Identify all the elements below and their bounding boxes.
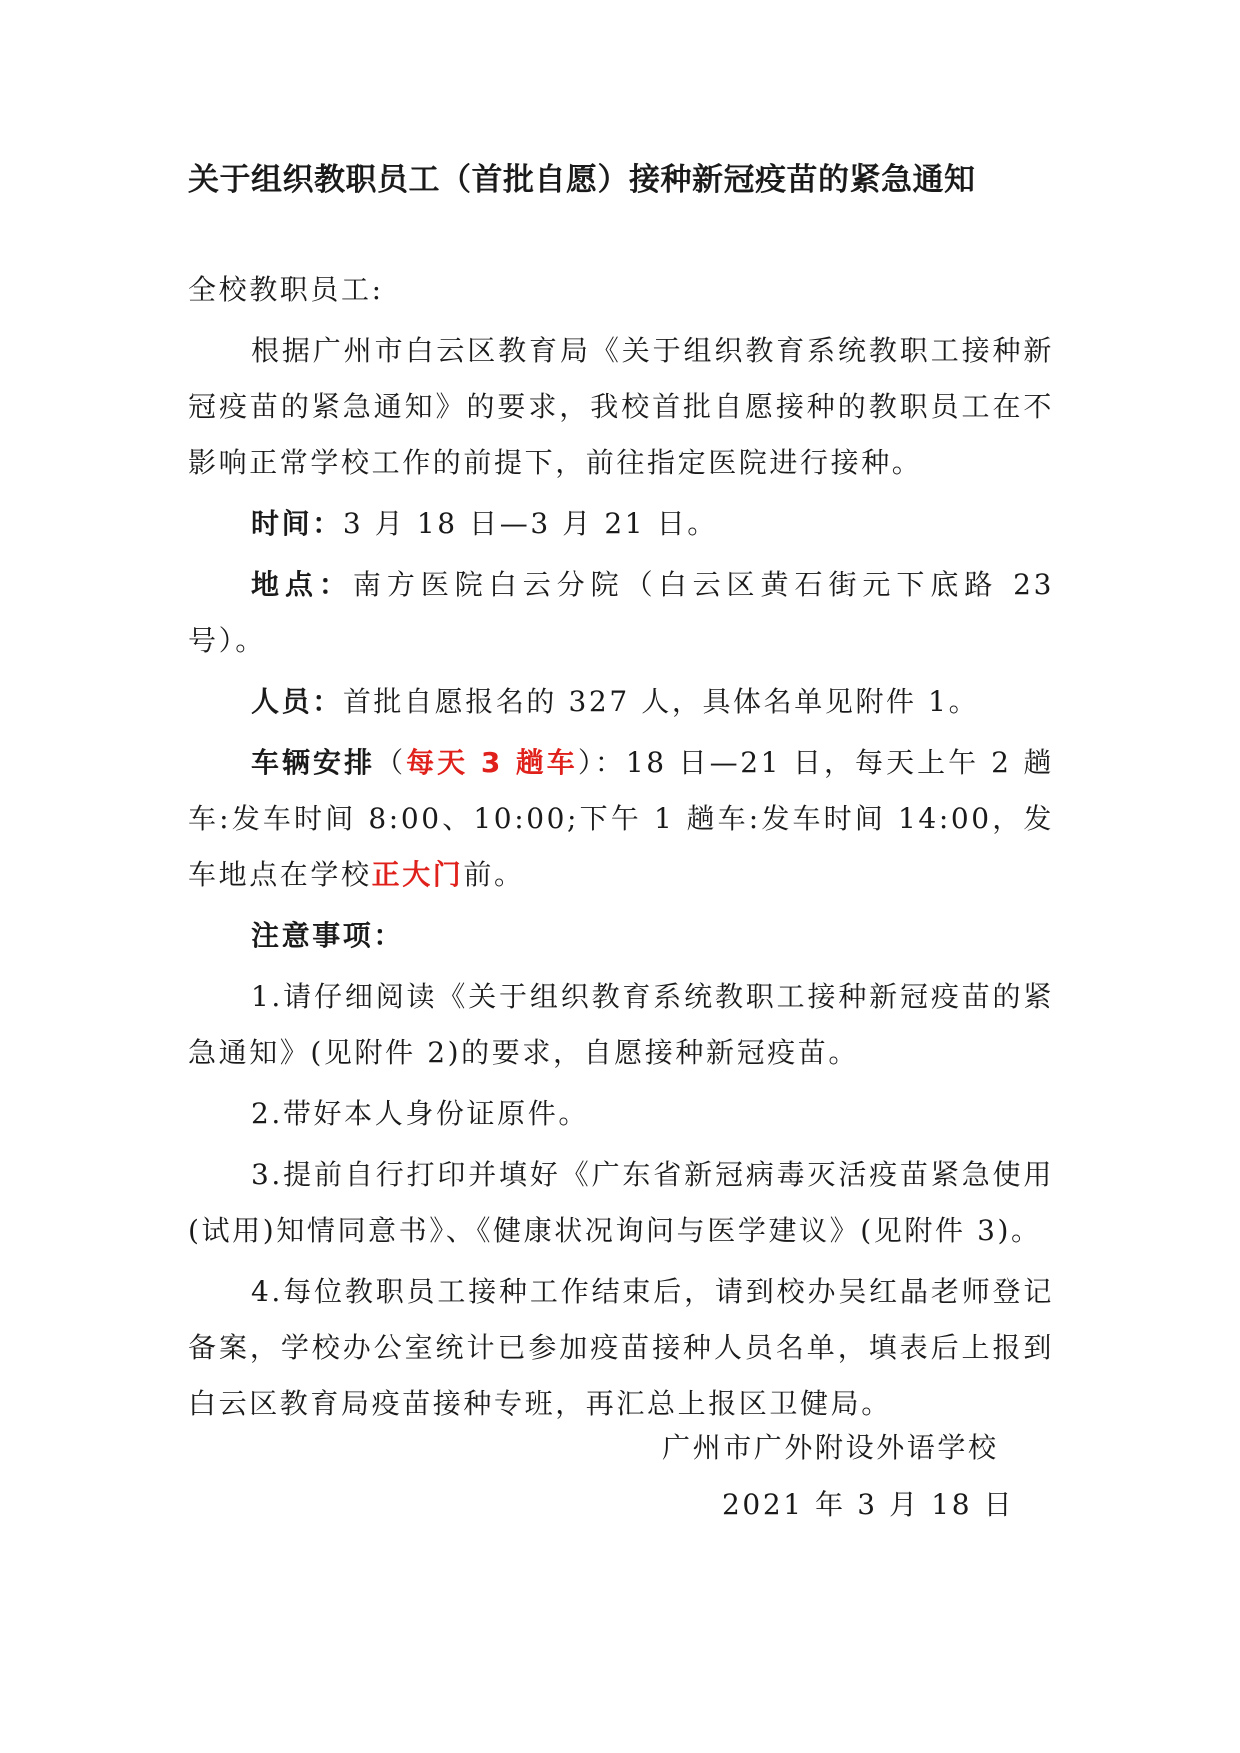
notice-title: 关于组织教职员工（首批自愿）接种新冠疫苗的紧急通知 (188, 162, 976, 198)
place-value: 南方医院白云分院（白云区黄石街元下底路 23 号）。 (188, 568, 1054, 657)
place-label: 地点： (251, 568, 353, 601)
people-line (188, 674, 1054, 730)
time-line (188, 496, 1054, 552)
vehicle-schedule-text: 18 日—21 日，每天上午 2 趟车:发车时间 8:00、10:00;下午 1 趟车:发车时间 14:00，发车地点在学校 (188, 746, 1054, 891)
intro-paragraph: 根据广州市白云区教育局《关于组织教育系统教职工接种新冠疫苗的紧急通知》的要求，我校首批自愿接种的教职员工在不影响正常学校工作的前提下，前往指定医院进行接种。 (188, 334, 1054, 479)
main-gate-highlight: 正大门 (371, 858, 464, 891)
notes-heading-label: 注意事项： (251, 919, 405, 952)
note-item: 2.带好本人身份证原件。 (251, 1097, 589, 1130)
notice-body (188, 262, 1054, 1437)
people-value: 首批自愿报名的 327 人，具体名单见附件 1。 (342, 685, 980, 718)
note-item: 1.请仔细阅读《关于组织教育系统教职工接种新冠疫苗的紧急通知》(见附件 2)的要求，自愿接种新冠疫苗。 (188, 980, 1054, 1069)
vehicle-highlight: 每天 3 趟车 (406, 746, 578, 779)
salutation: 全校教职员工: (188, 273, 384, 306)
vehicle-paren-open: （ (375, 746, 407, 779)
place-line (188, 557, 1054, 669)
notes-heading (188, 908, 1054, 964)
vehicle-paren-close: ）： (577, 746, 626, 779)
time-value: 3 月 18 日—3 月 21 日。 (342, 507, 718, 540)
vehicle-end-text: 前。 (463, 858, 525, 891)
signature-date: 2021 年 3 月 18 日 (722, 1488, 1015, 1521)
vehicle-label: 车辆安排 (251, 746, 376, 779)
note-item: 4.每位教职员工接种工作结束后，请到校办吴红晶老师登记备案，学校办公室统计已参加疫苗接种人员名单，填表后上报到白云区教育局疫苗接种专班，再汇总上报区卫健局。 (188, 1275, 1054, 1420)
vehicle-paragraph (188, 735, 1054, 903)
signature-organization: 广州市广外附设外语学校 (662, 1431, 999, 1464)
people-label: 人员： (251, 685, 343, 718)
note-item: 3.提前自行打印并填好《广东省新冠病毒灭活疫苗紧急使用(试用)知情同意书》、《健康状况询问与医学建议》(见附件 3)。 (188, 1158, 1054, 1247)
time-label: 时间： (251, 507, 343, 540)
